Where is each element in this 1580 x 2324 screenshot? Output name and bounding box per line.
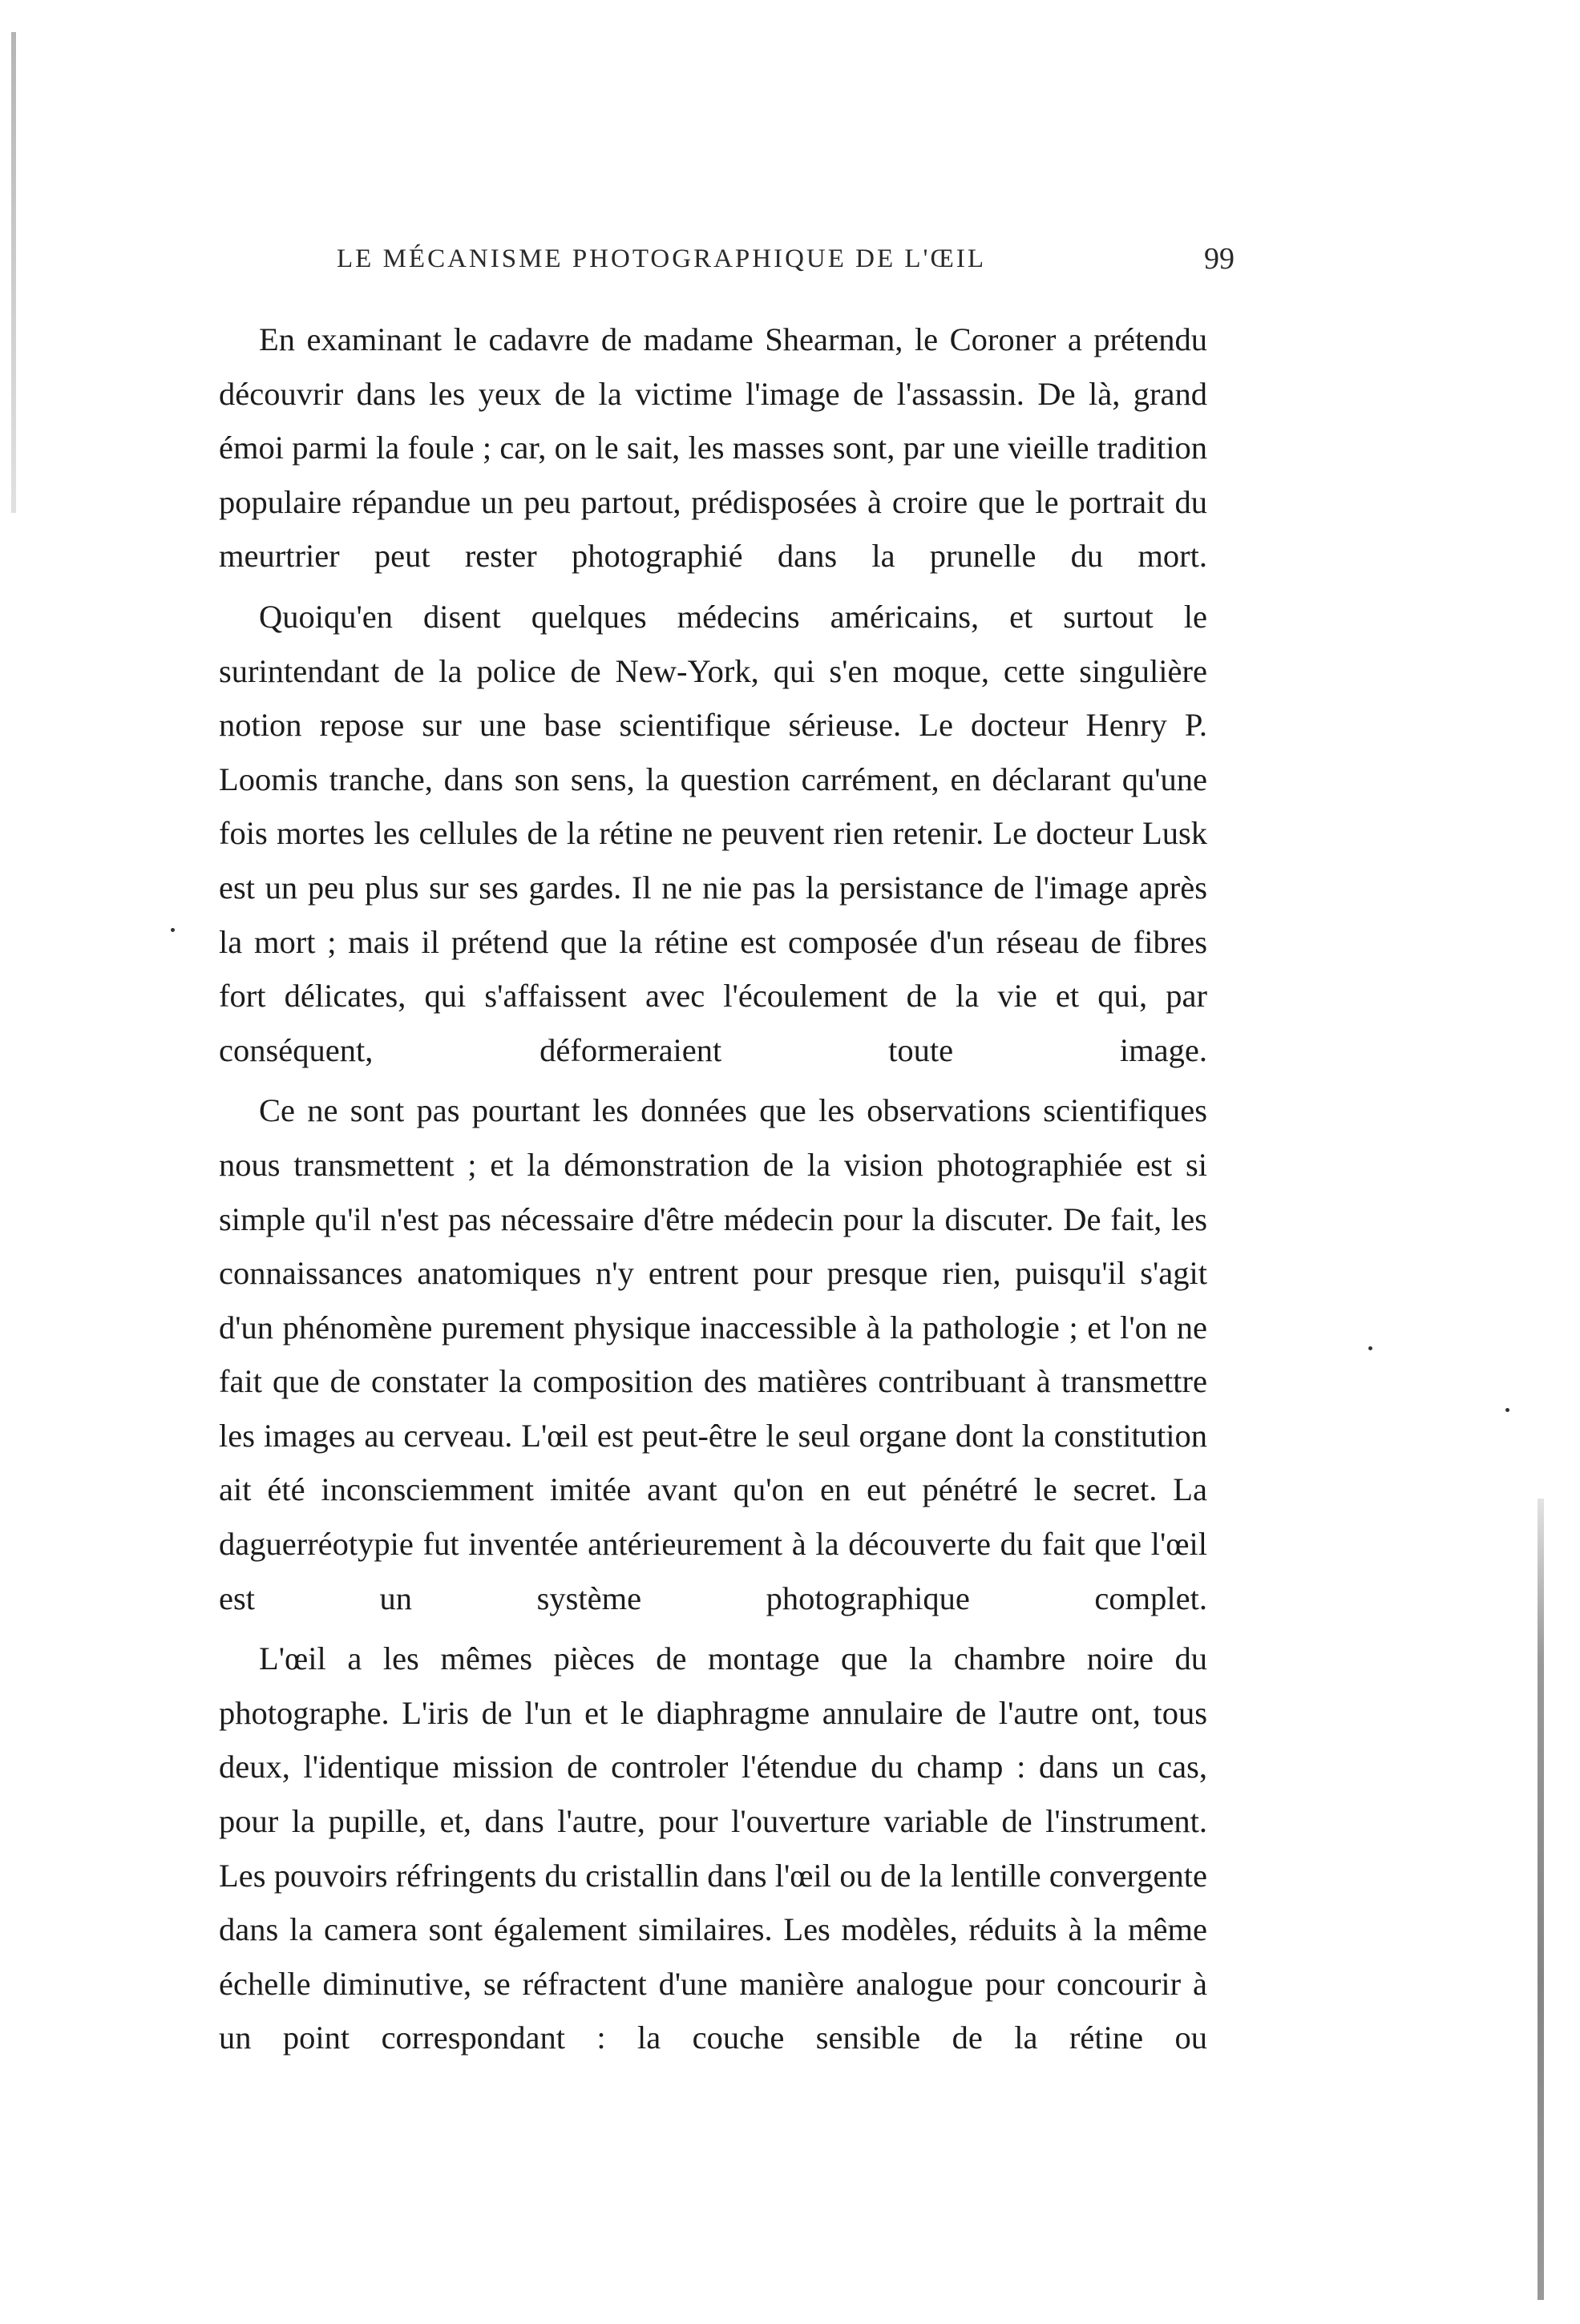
scan-edge-right [1538, 1499, 1544, 2300]
running-header [337, 236, 1235, 284]
speck-mark [171, 928, 175, 932]
body-text [219, 313, 1207, 2072]
paragraph: Quoiqu'en disent quelques médecins américains, et surtout le surintendant de la police de New-York, qui s'en moque, cette singulière notion repose sur une base scientifique sérieuse. Le docteur Henry P. Loomis tranche, dans son sens, la question carrément, en déclarant qu'une fois mortes les cellules de la rétine ne peuvent rien retenir. Le docteur Lusk est un peu plus sur ses gardes. Il ne nie pas la persistance de l'image après la mort ; mais il prétend que la rétine est composée d'un réseau de fibres fort délicates, qui s'affaissent avec l'écoulement de la vie et qui, par conséquent, déformeraient toute image. [219, 598, 1207, 1068]
scan-edge-left [11, 32, 16, 513]
paragraph: En examinant le cadavre de madame Shearman, le Coroner a prétendu découvrir dans les yeux de la victime l'image de l'assassin. De là, grand émoi parmi la foule ; car, on le sait, les masses sont, par une vieille tradition populaire répandue un peu partout, prédisposées à croire que le portrait du meurtrier peut rester photographié dans la prunelle du mort. [219, 321, 1207, 575]
speck-mark [1368, 1346, 1372, 1350]
page-number: 99 [1204, 242, 1235, 276]
speck-mark [1505, 1408, 1509, 1412]
running-title: LE MÉCANISME PHOTOGRAPHIQUE DE L'ŒIL [337, 244, 986, 273]
paragraph: Ce ne sont pas pourtant les données que les observations scientifiques nous transmettent ; et la démonstration de la vision photographiée est si simple qu'il n'est pas nécessaire d'être médecin pour la discuter. De fait, les connaissances anatomiques n'y entrent pour presque rien, puisqu'il s'agit d'un phénomène purement physique inaccessible à la pathologie ; et l'on ne fait que de constater la composition des matières contribuant à transmettre les images au cerveau. L'œil est peut-être le seul organe dont la constitution ait été inconsciemment imitée avant qu'on en eut pénétré le secret. La daguerréotypie fut inventée antérieurement à la découverte du fait que l'œil est un système photographique complet. [219, 1092, 1207, 1616]
paragraph: L'œil a les mêmes pièces de montage que la chambre noire du photographe. L'iris de l'un et le diaphragme annulaire de l'autre ont, tous deux, l'identique mission de controler l'étendue du champ : dans un cas, pour la pupille, et, dans l'autre, pour l'ouverture variable de l'instrument. Les pouvoirs réfringents du cristallin dans l'œil ou de la lentille convergente dans la camera sont également similaires. Les modèles, réduits à la même échelle diminutive, se réfractent d'une manière analogue pour concourir à un point correspondant : la couche sensible de la rétine ou [219, 1640, 1207, 2056]
